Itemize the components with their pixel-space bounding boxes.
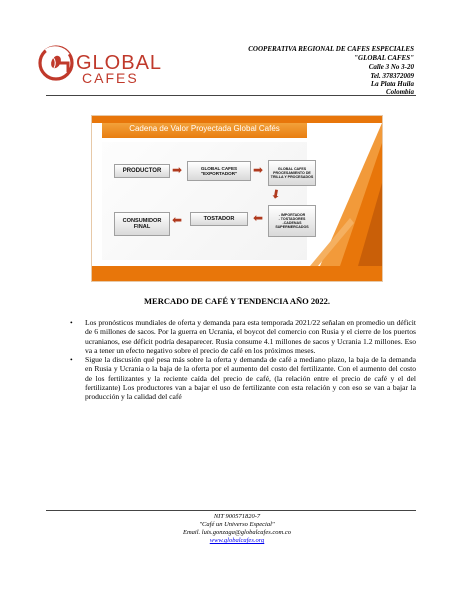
global-cafes-logo [38, 45, 74, 81]
footer-website-wrap [0, 537, 474, 544]
arrow-right-2: ➡ [253, 163, 264, 177]
box-consumidor-line2: FINAL [133, 224, 151, 230]
arrow-left-2: ⬅ [172, 213, 183, 227]
diagram-top-band [92, 116, 382, 123]
bullet-marker-2: • [70, 355, 73, 364]
box-exportador [187, 161, 251, 181]
footer-divider [46, 510, 416, 511]
bullet-marker-1: • [70, 318, 73, 327]
arrow-down-curved: ➡ [268, 187, 284, 201]
bullet-text-2: Sigue la discusión qué pesa más sobre la oferta y demanda de café a mediano plazo, la baja de la demanda en Rusia y Ucrania o la baja de la oferta por el aumento del costo del fertilizante. Con el aumento del costo de los fertilizantes y la reciente caída del precio de café, (la relación entre el precio de café y el del fertilizante) Los productores van a bajar el uso de fertilizante con esta relación y con eso se van a bajar la producción y la calidad del café [85, 355, 416, 401]
box-consumidor-line1: CONSUMIDOR [122, 217, 162, 224]
footer-website-link[interactable]: www.globalcafes.org [209, 537, 265, 544]
box-importador [268, 205, 316, 237]
bullet-item-2 [70, 355, 416, 401]
diagram-decorative-chevrons [310, 123, 382, 266]
footer-nit: NIT 900571820-7 [213, 513, 261, 520]
arrow-left-1: ⬅ [253, 211, 264, 225]
box-importador-line2: - TOSTADORES [278, 216, 306, 221]
bullet-text-1: Los pronósticos mundiales de oferta y demanda para esta temporada 2021/22 señalan en promedio un déficit de 6 millones de sacos. Por la guerra en Ucrania, el boycot del comercio con Rusia y el cierre de los puertos ucranianos, ese déficit podría desaparecer. Rusia consume 4.1 millones de sacos y Ucrania 1.2 millones. Eso va a tener un efecto negativo sobre el precio de café en los próximos meses. [85, 318, 416, 355]
header-phone: Tel. 378372009 [370, 72, 414, 80]
box-procesamiento [268, 160, 316, 186]
logo-text-cafes: CAFES [82, 70, 139, 86]
header-country: Colombia [385, 88, 414, 96]
article-title: MERCADO DE CAFÉ Y TENDENCIA AÑO 2022. [144, 296, 330, 306]
box-exportador-line2: "EXPORTADOR" [200, 171, 238, 176]
box-productor [114, 164, 170, 178]
box-exportador-line1: GLOBAL CAFES [200, 165, 238, 171]
bullet-item-1 [70, 318, 416, 355]
footer-email: Email. luis.gonzaga@globalcafes.com.co [183, 529, 291, 536]
box-productor-label: PRODUCTOR [122, 167, 162, 174]
box-consumidor [114, 212, 170, 236]
box-tostador [190, 212, 248, 226]
arrow-right-1: ➡ [172, 163, 183, 177]
box-importador-line3: -CADENAS [282, 221, 302, 225]
article-bullet-list [70, 318, 416, 401]
diagram-title: Cadena de Valor Proyectada Global Cafés [129, 124, 280, 133]
box-tostador-label: TOSTADOR [203, 215, 235, 222]
box-procesamiento-line1: GLOBAL CAFES [277, 166, 307, 171]
diagram-bottom-band [92, 266, 382, 281]
footer-slogan: "Café un Universo Especial" [199, 521, 275, 528]
box-importador-line4: SUPERMERCADOS [275, 225, 309, 230]
box-procesamiento-line3: TRILLA Y PROCESADOS [270, 175, 314, 180]
header-org: COOPERATIVA REGIONAL DE CAFES ESPECIALES [248, 45, 414, 53]
logo-text-global: GLOBAL [76, 52, 163, 74]
header-city: La Plata Huila [370, 80, 414, 88]
value-chain-diagram [91, 115, 383, 282]
header-address: Calle 3 No 3-20 [368, 63, 414, 71]
header-name: "GLOBAL CAFES" [354, 54, 414, 62]
header-divider [46, 95, 416, 96]
box-importador-line1: - IMPORTADOR [278, 212, 306, 217]
box-procesamiento-line2: PROCESAMIENTO DE [273, 170, 311, 175]
